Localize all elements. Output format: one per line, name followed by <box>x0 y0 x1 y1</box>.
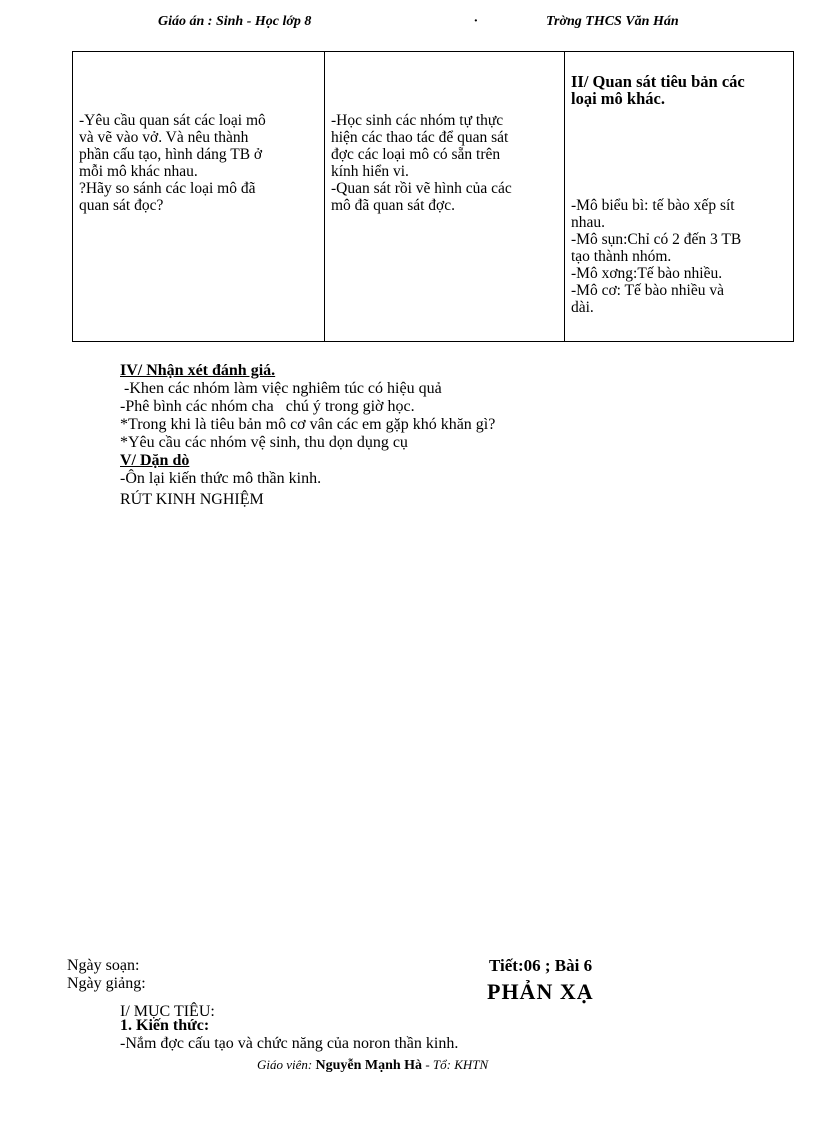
cell-line: nhau. <box>571 214 606 231</box>
content-title: loại mô khác. <box>571 89 665 108</box>
cell-line: ?Hãy so sánh các loại mô đã <box>79 180 256 197</box>
cell-line: và vẽ vào vở. Và nêu thành <box>79 129 249 146</box>
cell-line: -Mô xơng:Tế bào nhiều. <box>571 265 723 282</box>
cell-line: -Mô biểu bì: tế bào xếp sít <box>571 197 735 214</box>
footer <box>257 1057 488 1074</box>
homework-heading: V/ Dặn dò <box>120 452 190 469</box>
review-line: -Khen các nhóm làm việc nghiêm túc có hiệu quả <box>120 380 442 397</box>
lesson-table <box>72 51 794 342</box>
student-activity-cell <box>325 52 565 342</box>
cell-line: phần cấu tạo, hình dáng TB ở <box>79 146 263 163</box>
lesson-title: PHẢN XẠ <box>487 979 594 1004</box>
cell-line: mỗi mô khác nhau. <box>79 163 198 180</box>
cell-line: -Học sinh các nhóm tự thực <box>331 112 504 129</box>
objective-line: -Nắm đợc cấu tạo và chức năng của noron thần kinh. <box>120 1035 459 1052</box>
header-school: Trờng THCS Văn Hán <box>546 14 679 29</box>
homework-line: -Ôn lại kiến thức mô thần kinh. <box>120 470 322 487</box>
header-separator: · <box>474 14 478 29</box>
lesson-number: Tiết:06 ; Bài 6 <box>489 956 593 975</box>
cell-line: -Quan sát rồi vẽ hình của các <box>331 180 512 197</box>
cell-line: đợc các loại mô có sẵn trên <box>331 146 501 163</box>
cell-line: kính hiển vi. <box>331 163 409 180</box>
review-line: *Trong khi là tiêu bản mô cơ vân các em gặp khó khăn gì? <box>120 416 496 433</box>
cell-line: dài. <box>571 299 594 316</box>
teach-date-label: Ngày giảng: <box>67 975 146 992</box>
footer-suffix: - Tổ: KHTN <box>422 1057 489 1072</box>
cell-line: mô đã quan sát đợc. <box>331 197 455 214</box>
content-cell <box>565 52 794 342</box>
teacher-name: Nguyễn Mạnh Hà <box>315 1058 423 1073</box>
review-heading: IV/ Nhận xét đánh giá. <box>120 362 276 379</box>
cell-line: hiện các thao tác để quan sát <box>331 129 509 146</box>
header-subject: Giáo án : Sinh - Học lớp 8 <box>158 14 312 29</box>
teacher-activity-cell <box>73 52 325 342</box>
cell-line: -Mô cơ: Tế bào nhiều và <box>571 282 724 299</box>
knowledge-heading: 1. Kiến thức: <box>120 1017 210 1034</box>
prep-date-label: Ngày soạn: <box>67 957 140 974</box>
objectives-heading: I/ MỤC TIÊU: <box>120 1003 215 1020</box>
footer-prefix: Giáo viên: <box>257 1057 316 1072</box>
experience-heading: RÚT KINH NGHIỆM <box>120 491 264 508</box>
content-title: II/ Quan sát tiêu bản các <box>571 72 745 91</box>
review-line: -Phê bình các nhóm cha chú ý trong giờ học. <box>120 398 415 415</box>
cell-line: tạo thành nhóm. <box>571 248 672 265</box>
cell-line: -Yêu cầu quan sát các loại mô <box>79 112 266 129</box>
review-line: *Yêu cầu các nhóm vệ sinh, thu dọn dụng cụ <box>120 434 408 451</box>
cell-line: -Mô sụn:Chỉ có 2 đến 3 TB <box>571 231 742 248</box>
cell-line: quan sát đọc? <box>79 197 164 214</box>
